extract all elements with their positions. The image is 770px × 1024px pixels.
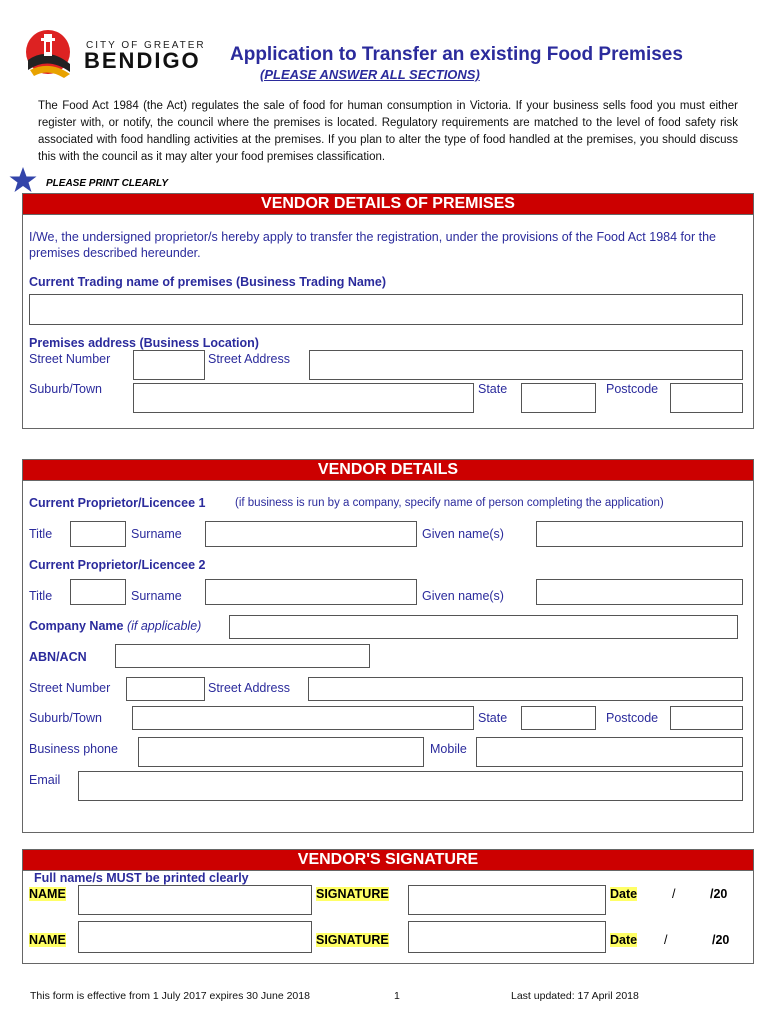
p2-title-label: Title (29, 589, 53, 603)
name2-input[interactable] (78, 921, 312, 953)
p2-given-label: Given name(s) (422, 589, 504, 603)
vendor-postcode-label: Postcode (606, 711, 659, 725)
proprietor1-label: Current Proprietor/Licencee 1 (29, 496, 206, 510)
page-subtitle: (PLEASE ANSWER ALL SECTIONS) (260, 67, 480, 82)
council-logo-icon (24, 26, 84, 82)
premises-address-label: Premises address (Business Location) (29, 336, 259, 350)
vendor-street-address-label: Street Address (208, 681, 290, 695)
business-phone-label: Business phone (29, 742, 118, 756)
p1-given-label: Given name(s) (422, 527, 504, 541)
date2-label: Date (610, 933, 638, 947)
date1-label: Date (610, 887, 638, 901)
premises-state-label: State (478, 382, 508, 396)
premises-postcode-label: Postcode (606, 382, 659, 396)
premises-suburb-input[interactable] (133, 383, 474, 413)
date1-slash: / (672, 887, 676, 901)
intro-text: The Food Act 1984 (the Act) regulates the sale of food for human consumption in Victoria. If your business sells food you must either register with, or notify, the council where the premises is located. Regulatory requirements are matched to the level of food safety risk associated with food handling activities at the premises. If you plan to alter the type of food handled at the premises, you should discuss this with the council as it may alter your food premises classification. (38, 100, 738, 163)
premises-street-address-label: Street Address (208, 352, 290, 366)
page-title: Application to Transfer an existing Food Premises (230, 44, 683, 65)
business-phone-input[interactable] (138, 737, 424, 767)
p1-surname-input[interactable] (205, 521, 417, 547)
vendor-suburb-label: Suburb/Town (29, 711, 102, 725)
p2-given-input[interactable] (536, 579, 743, 605)
abn-label: ABN/ACN (29, 650, 87, 664)
date1-year: /20 (710, 887, 728, 901)
email-label: Email (29, 773, 61, 787)
footer-effective: This form is effective from 1 July 2017 expires 30 June 2018 (30, 990, 310, 1002)
premises-street-number-label: Street Number (29, 352, 111, 366)
p1-title-label: Title (29, 527, 53, 541)
name1-label: NAME (29, 887, 66, 901)
vendor-state-label: State (478, 711, 508, 725)
trading-name-label: Current Trading name of premises (Business Trading Name) (29, 275, 387, 289)
vendor-postcode-input[interactable] (670, 706, 743, 730)
signature2-label: SIGNATURE (316, 933, 389, 947)
signature-header: VENDOR'S SIGNATURE (23, 850, 753, 871)
footer-page-number: 1 (394, 990, 400, 1002)
abn-input[interactable] (115, 644, 370, 668)
mobile-label: Mobile (430, 742, 467, 756)
date2-year: /20 (712, 933, 730, 947)
declaration-text: I/We, the undersigned proprietor/s hereby apply to transfer the registration, under the provisions of the Food Act 1984 for the premises described hereunder. (29, 230, 716, 260)
name1-input[interactable] (78, 885, 312, 915)
proprietor2-label: Current Proprietor/Licencee 2 (29, 558, 206, 572)
premises-street-number-input[interactable] (133, 350, 205, 380)
p1-surname-label: Surname (131, 527, 182, 541)
print-clearly-note: PLEASE PRINT CLEARLY (46, 178, 169, 189)
footer-updated: Last updated: 17 April 2018 (511, 990, 639, 1002)
p1-given-input[interactable] (536, 521, 743, 547)
proprietor1-note: (if business is run by a company, specify name of person completing the application) (235, 497, 664, 509)
premises-header: VENDOR DETAILS OF PREMISES (23, 194, 753, 215)
trading-name-input[interactable] (29, 294, 743, 325)
signature1-input[interactable] (408, 885, 606, 915)
vendor-suburb-input[interactable] (132, 706, 474, 730)
p2-title-input[interactable] (70, 579, 126, 605)
vendor-header: VENDOR DETAILS (23, 460, 753, 481)
p2-surname-input[interactable] (205, 579, 417, 605)
vendor-street-number-input[interactable] (126, 677, 205, 701)
signature-note: Full name/s MUST be printed clearly (34, 871, 249, 885)
premises-postcode-input[interactable] (670, 383, 743, 413)
mobile-input[interactable] (476, 737, 743, 767)
vendor-street-number-label: Street Number (29, 681, 111, 695)
premises-state-input[interactable] (521, 383, 596, 413)
name2-label: NAME (29, 933, 66, 947)
council-logo (24, 26, 84, 82)
signature2-input[interactable] (408, 921, 606, 953)
vendor-state-input[interactable] (521, 706, 596, 730)
company-name-label-group (29, 619, 201, 633)
p1-title-input[interactable] (70, 521, 126, 547)
premises-suburb-label: Suburb/Town (29, 382, 102, 396)
logo-line1: CITY OF GREATER (86, 40, 206, 51)
date2-slash: / (664, 933, 668, 947)
company-name-label: Company Name (29, 619, 124, 633)
company-name-note: (if applicable) (126, 619, 202, 633)
company-name-input[interactable] (229, 615, 738, 639)
logo-line2: BENDIGO (84, 48, 201, 73)
p2-surname-label: Surname (131, 589, 182, 603)
vendor-street-address-input[interactable] (308, 677, 743, 701)
email-input[interactable] (78, 771, 743, 801)
signature1-label: SIGNATURE (316, 887, 389, 901)
premises-street-address-input[interactable] (309, 350, 743, 380)
